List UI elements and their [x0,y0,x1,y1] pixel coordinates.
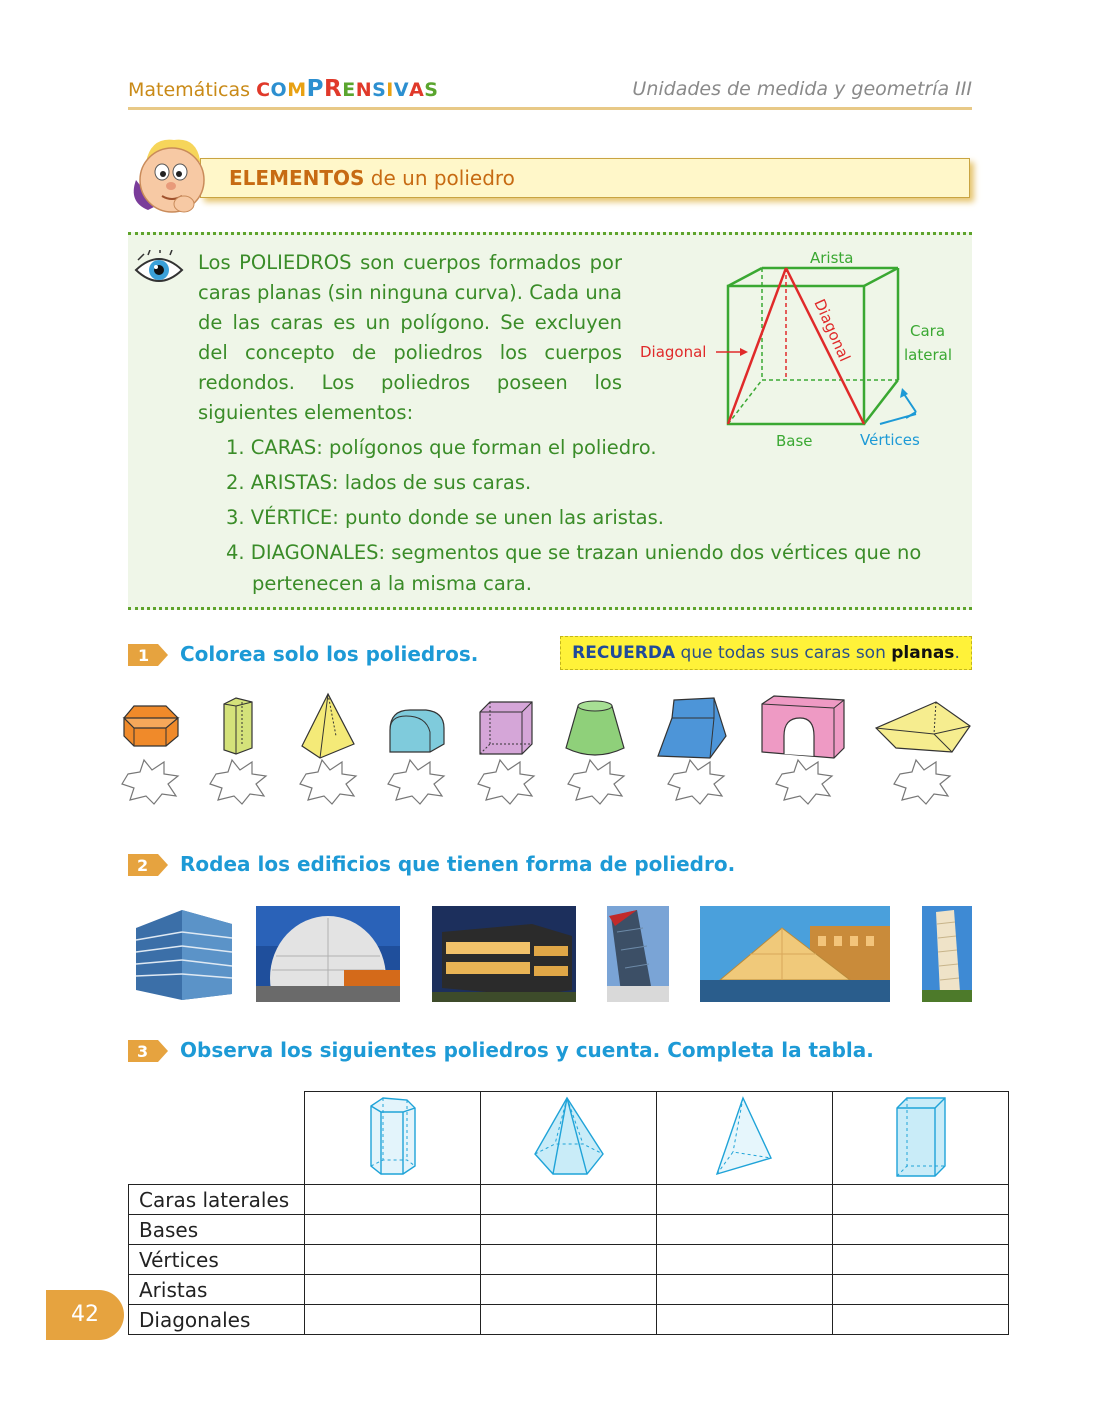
pyramid-shape[interactable] [298,692,358,762]
exercise-1-number: 1 [138,646,150,665]
row-label: Vértices [129,1245,305,1275]
polyhedron-diagram [636,244,966,454]
header-divider [128,107,972,110]
answer-cell[interactable] [833,1305,1009,1335]
coloring-star-icon[interactable] [384,756,448,806]
answer-cell[interactable] [481,1305,657,1335]
answer-cell[interactable] [481,1245,657,1275]
label-base: Base [776,432,813,450]
table-header-cell [481,1092,657,1185]
answer-cell[interactable] [481,1185,657,1215]
answer-cell[interactable] [657,1215,833,1245]
office-building-photo[interactable] [432,906,576,1002]
half-cylinder-shape[interactable] [386,704,448,756]
answer-cell[interactable] [833,1185,1009,1215]
label-cara: Cara [910,322,946,340]
answer-cell[interactable] [657,1245,833,1275]
globe-arena-photo[interactable] [256,906,400,1002]
table-header-cell [833,1092,1009,1185]
label-diagonal-inner: Diagonal [810,296,854,365]
table-header-cell [305,1092,481,1185]
leaning-towers-photo[interactable] [607,906,669,1002]
answer-cell[interactable] [657,1275,833,1305]
label-vertices: Vértices [860,431,920,449]
answer-cell[interactable] [305,1185,481,1215]
triangular-prism-shape[interactable] [874,700,974,756]
table-row [129,1305,1009,1335]
arch-shape[interactable] [758,694,848,760]
coloring-star-icon[interactable] [206,756,270,806]
table-row [129,1275,1009,1305]
list-item: 4. DIAGONALES: segmentos que se trazan uniendo dos vértices que no [226,541,922,564]
reminder-box: RECUERDA que todas sus caras son planas. [560,636,972,670]
unit-title: Unidades de medida y geometría III [632,78,972,100]
page-number: 42 [46,1290,124,1340]
louvre-pyramid-photo[interactable] [700,906,890,1002]
table-row [129,1245,1009,1275]
table-corner-cell [129,1092,305,1185]
book-title-prefix: Matemáticas [128,79,251,101]
coloring-star-icon[interactable] [296,756,360,806]
trapezoid-prism-shape[interactable] [654,696,730,762]
label-arista: Arista [810,249,854,267]
row-label: Diagonales [129,1305,305,1335]
hexagonal-prism-shape[interactable] [120,700,182,752]
label-lateral: lateral [904,346,952,364]
eye-icon [134,250,184,290]
exercise-2-number-badge [128,854,168,876]
pentagonal-prism-shape[interactable] [218,696,258,758]
coloring-star-icon[interactable] [772,756,836,806]
list-item: 2. ARISTAS: lados de sus caras. [226,471,532,494]
mascot-icon [126,132,218,224]
coloring-star-icon[interactable] [474,756,538,806]
exercise-3-number-badge [128,1040,168,1062]
exercise-1-number-badge [128,644,168,666]
table-row [129,1185,1009,1215]
pentagonal-prism-icon [363,1094,423,1178]
book-title-brand: COMPRENSIVAS [256,76,439,102]
coloring-star-icon[interactable] [564,756,628,806]
definition-paragraph: Los POLIEDROS son cuerpos formados por caras planas (sin ninguna curva). Cada una de las caras es un polígono. Se excluyen del concepto de poliedros los cuerpos redondos. Los poliedros poseen los siguientes elementos: [198,251,622,424]
section-title-rest: de un poliedro [370,166,515,190]
exercise-2-number: 2 [137,856,149,875]
truncated-cone-shape[interactable] [562,696,628,762]
cube-shape[interactable] [476,700,536,756]
list-item: 1. CARAS: polígonos que forman el poliedro. [226,436,657,459]
table-row [129,1215,1009,1245]
table-header-row [129,1092,1009,1185]
answer-cell[interactable] [833,1245,1009,1275]
pentagonal-pyramid-icon [531,1094,607,1178]
reminder-end: planas [891,643,955,663]
exercise-1-instruction: Colorea solo los poliedros. [180,642,479,666]
row-label: Aristas [129,1275,305,1305]
answer-cell[interactable] [305,1305,481,1335]
coloring-star-icon[interactable] [890,756,954,806]
glass-building-photo[interactable] [132,906,236,1002]
polyhedra-table [128,1091,1009,1335]
row-label: Bases [129,1215,305,1245]
section-title-bar [200,158,970,198]
coloring-star-icon[interactable] [118,756,182,806]
reminder-text: que todas sus caras son [680,643,886,663]
answer-cell[interactable] [481,1275,657,1305]
row-label: Caras laterales [129,1185,305,1215]
list-item-continuation: pertenecen a la misma cara. [252,572,532,595]
answer-cell[interactable] [833,1215,1009,1245]
answer-cell[interactable] [657,1305,833,1335]
answer-cell[interactable] [833,1275,1009,1305]
reminder-bold: RECUERDA [572,643,676,663]
exercise-2-instruction: Rodea los edificios que tienen forma de poliedro. [180,852,736,876]
answer-cell[interactable] [481,1215,657,1245]
elements-list [226,430,966,598]
exercise-3-number: 3 [137,1042,149,1061]
coloring-star-icon[interactable] [664,756,728,806]
answer-cell[interactable] [657,1185,833,1215]
answer-cell[interactable] [305,1245,481,1275]
answer-cell[interactable] [305,1215,481,1245]
label-diagonal: Diagonal [640,343,707,361]
section-title-bold: ELEMENTOS [229,166,365,190]
table-header-cell [657,1092,833,1185]
triangular-pyramid-icon [713,1094,777,1178]
answer-cell[interactable] [305,1275,481,1305]
section-title [229,166,515,190]
book-title [128,76,438,102]
list-item: 3. VÉRTICE: punto donde se unen las aristas. [226,506,664,529]
rectangular-prism-icon [893,1094,949,1178]
pisa-tower-photo[interactable] [922,906,972,1002]
exercise-3-instruction: Observa los siguientes poliedros y cuenta. Completa la tabla. [180,1038,874,1062]
